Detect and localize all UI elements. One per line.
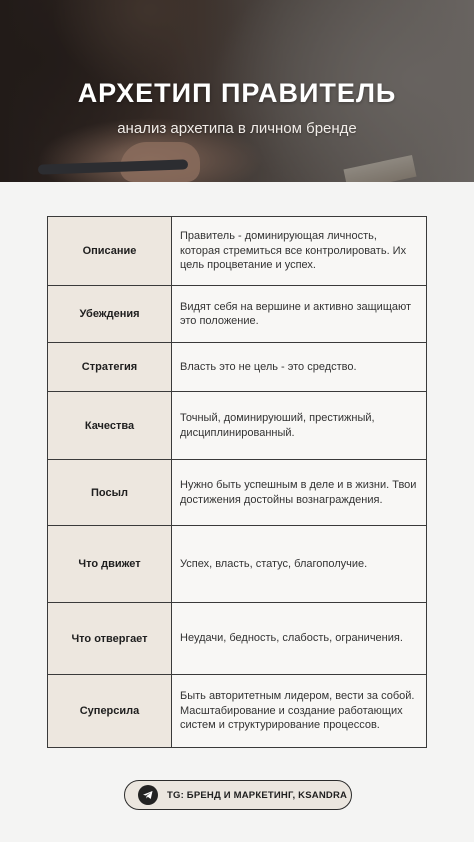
archetype-table <box>47 216 427 748</box>
row-value: Нужно быть успешным в деле и в жизни. Твои достижения достойны вознаграждения. <box>172 460 427 526</box>
table-row <box>48 217 427 286</box>
table-row <box>48 392 427 460</box>
row-value: Правитель - доминирующая личность, которая стремиться все контролировать. Их цель процветание и успех. <box>172 217 427 286</box>
row-label: Суперсила <box>48 675 172 748</box>
page-subtitle: анализ архетипа в личном бренде <box>117 120 357 137</box>
row-value: Быть авторитетным лидером, вести за собой. Масштабирование и создание работающих систем и структурирование процессов. <box>172 675 427 748</box>
hero-banner <box>0 0 474 182</box>
page-title: АРХЕТИП ПРАВИТЕЛЬ <box>77 78 397 108</box>
row-value: Видят себя на вершине и активно защищают это положение. <box>172 286 427 343</box>
footer-label: TG: БРЕНД И МАРКЕТИНГ, KSANDRA <box>167 789 348 801</box>
row-value: Точный, доминируюший, престижный, дисциплинированный. <box>172 392 427 460</box>
row-label: Посыл <box>48 460 172 526</box>
row-value: Неудачи, бедность, слабость, ограничения. <box>172 603 427 675</box>
table-row <box>48 286 427 343</box>
row-label: Убеждения <box>48 286 172 343</box>
row-label: Что движет <box>48 526 172 603</box>
row-label: Что отвергает <box>48 603 172 675</box>
row-value: Успех, власть, статус, благополучие. <box>172 526 427 603</box>
telegram-link-button[interactable] <box>124 780 352 810</box>
row-value: Власть это не цель - это средство. <box>172 343 427 392</box>
table-row <box>48 526 427 603</box>
row-label: Качества <box>48 392 172 460</box>
table-row <box>48 460 427 526</box>
telegram-icon <box>138 785 158 805</box>
row-label: Описание <box>48 217 172 286</box>
table-row <box>48 675 427 748</box>
row-label: Стратегия <box>48 343 172 392</box>
table-row <box>48 603 427 675</box>
table-row <box>48 343 427 392</box>
